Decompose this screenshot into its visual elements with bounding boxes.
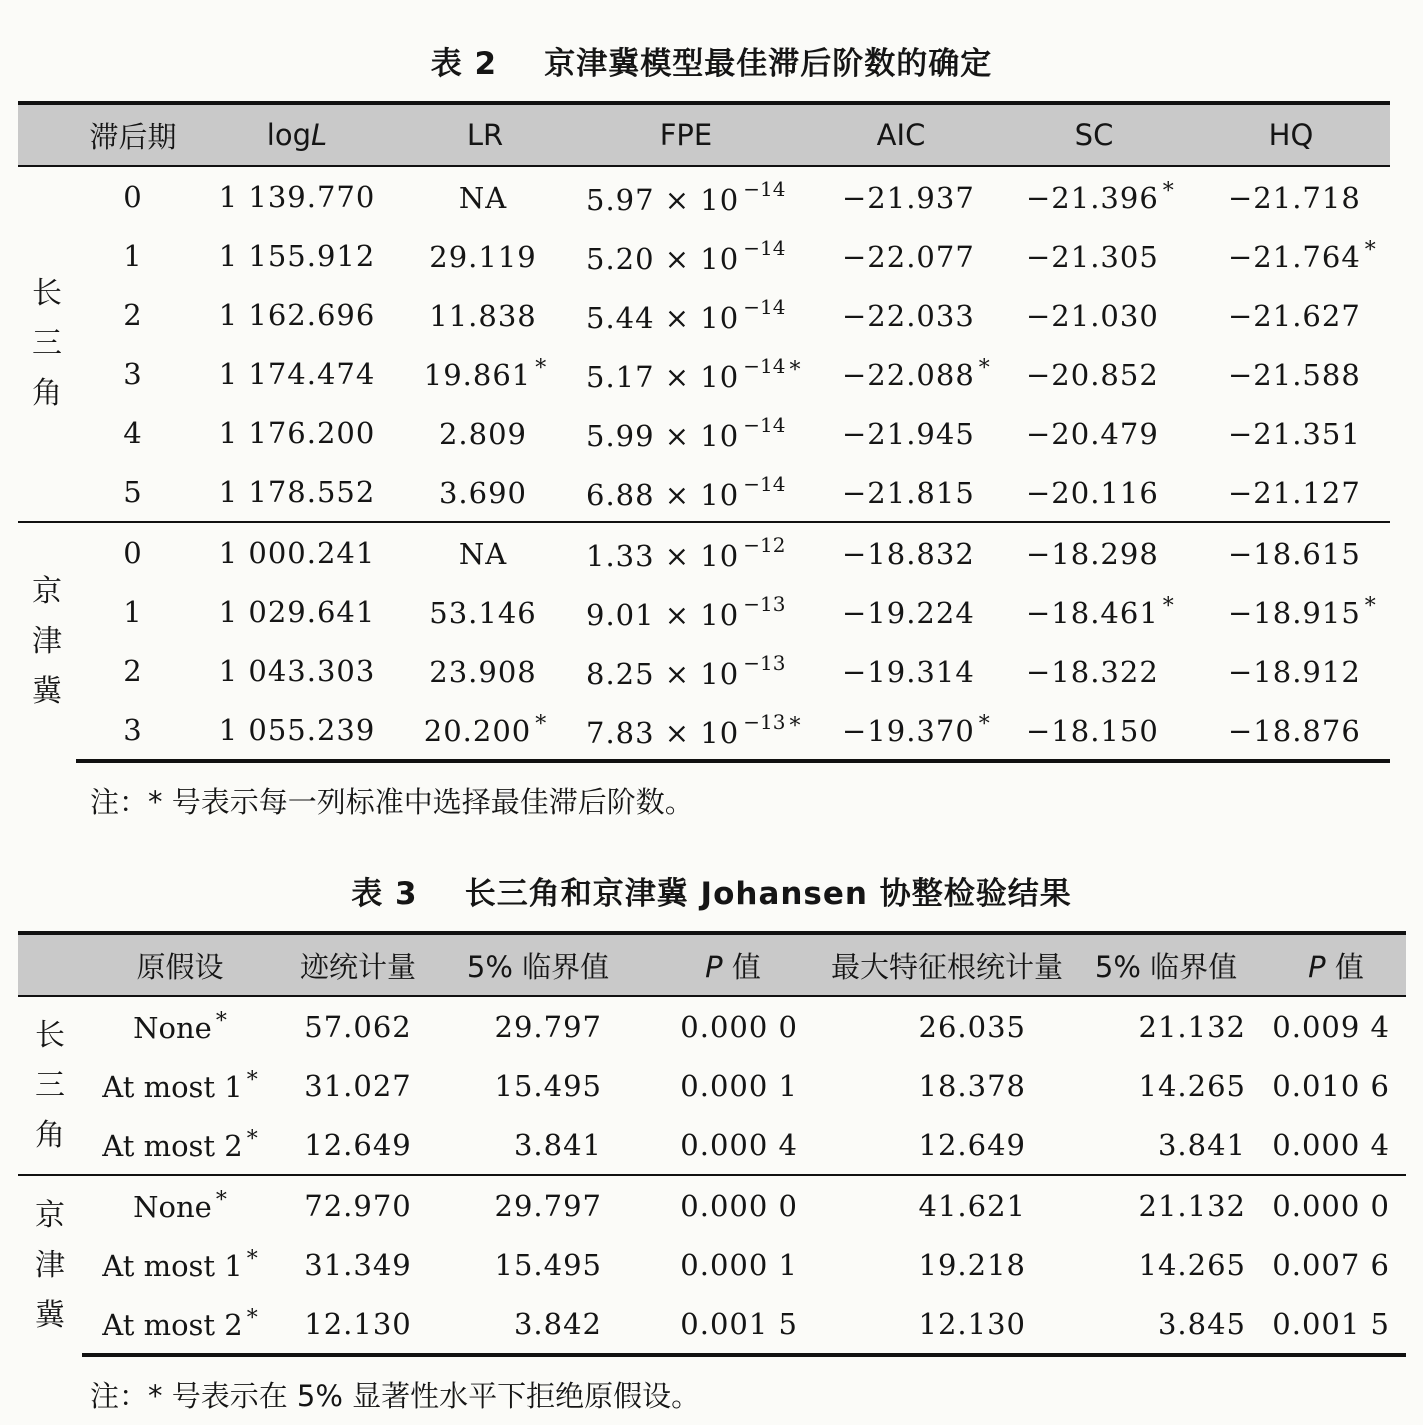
cell-sc: −18.461 * <box>1026 593 1174 630</box>
cell-logl: 1 178.552 <box>218 474 376 509</box>
table2-header-lr: LR <box>404 103 566 166</box>
cell-sc: −21.305 <box>1026 239 1159 274</box>
cell-trace: 72.970 <box>278 1175 438 1235</box>
cell-lag: 0 <box>76 522 190 582</box>
cell-hq: −18.615 <box>1192 522 1390 582</box>
group-label <box>18 1175 82 1355</box>
cell-lr: 20.200 * <box>404 700 566 761</box>
table2-note: 注：* 号表示每一列标准中选择最佳滞后阶数。 <box>90 785 694 819</box>
table2-caption: 表 2 京津冀模型最佳滞后阶数的确定 <box>430 46 993 82</box>
cell-lag: 2 <box>123 653 143 688</box>
table-row <box>18 344 1390 403</box>
table-row <box>18 285 1390 344</box>
cell-hq: −21.718 <box>1228 180 1361 215</box>
cell-hypothesis: At most 2 * <box>82 1294 278 1355</box>
cell-cv-maxeig: 3.841 <box>1157 1127 1246 1162</box>
cell-p-maxeig: 0.000 0 <box>1266 1175 1406 1235</box>
cell-p-trace: 0.001 5 <box>638 1294 828 1355</box>
cell-fpe: 7.83 × 10 $^{-13}$ * <box>566 700 806 761</box>
table-row <box>18 700 1390 761</box>
cell-hq: −18.915 * <box>1228 593 1376 630</box>
cell-cv-trace: 3.841 <box>513 1127 602 1162</box>
significance-star: * <box>789 357 801 383</box>
group-label-char: 津 <box>35 1247 65 1283</box>
table-row <box>18 522 1390 582</box>
table3-header-cv-trace: 5% 临界值 <box>438 933 638 996</box>
cell-hq: −18.912 <box>1228 654 1361 689</box>
cell-hypothesis: At most 2 * <box>102 1126 258 1163</box>
cell-lr: 3.690 <box>438 475 528 510</box>
group-label-char: 冀 <box>35 1297 65 1333</box>
cell-cv-maxeig: 14.265 <box>1138 1247 1246 1282</box>
significance-star: * <box>246 1126 258 1152</box>
cell-sc: −21.396 * <box>1026 178 1174 215</box>
cell-hq: −21.627 <box>1228 298 1361 333</box>
cell-hypothesis: At most 1 * <box>102 1246 258 1283</box>
cell-maxeig: 12.649 <box>918 1127 1026 1162</box>
table2-lag-selection <box>18 101 1390 763</box>
group-label-char: 角 <box>32 376 62 411</box>
cell-hq: −18.876 <box>1192 700 1390 761</box>
group-label-char: 三 <box>32 326 62 361</box>
table3-header-p-trace: P 值 <box>638 933 828 996</box>
cell-fpe: 5.17 × 10 $^{-14}$ * <box>586 353 801 394</box>
table3-note: 注：* 号表示在 5% 显著性水平下拒绝原假设。 <box>90 1379 701 1413</box>
cell-trace: 12.649 <box>304 1127 412 1162</box>
significance-star: * <box>978 355 990 381</box>
cell-logl: 1 139.770 <box>218 179 376 214</box>
cell-hq: −21.764 * <box>1228 237 1376 274</box>
table-row <box>18 226 1390 285</box>
cell-cv-maxeig: 14.265 <box>1138 1068 1246 1103</box>
cell-p-maxeig: 0.007 6 <box>1272 1247 1390 1282</box>
cell-lr: 11.838 <box>429 298 537 333</box>
cell-p-maxeig: 0.010 6 <box>1272 1068 1390 1103</box>
cell-p-maxeig: 0.001 5 <box>1266 1294 1406 1355</box>
significance-star: * <box>246 1246 258 1272</box>
table3-header-maxeig: 最大特征根统计量 <box>828 933 1066 996</box>
cell-lag: 4 <box>123 415 143 450</box>
table-row <box>18 641 1390 700</box>
group-label-char: 冀 <box>32 674 62 709</box>
cell-aic: −21.945 <box>842 416 975 451</box>
cell-aic: −22.088 * <box>842 355 990 392</box>
cell-sc: −20.479 <box>1026 416 1159 451</box>
group-label-char: 长 <box>35 1017 65 1053</box>
cell-fpe: 6.88 × 10 $^{-14}$ <box>586 471 786 512</box>
cell-hypothesis: At most 1 * <box>102 1067 258 1104</box>
group-label <box>18 996 82 1175</box>
table2-header-blank <box>18 103 76 166</box>
table3-header-trace: 迹统计量 <box>278 933 438 996</box>
cell-logl: 1 174.474 <box>218 356 376 391</box>
cell-trace: 31.349 <box>304 1247 412 1282</box>
cell-maxeig: 41.621 <box>828 1175 1066 1235</box>
significance-star: * <box>1162 178 1174 204</box>
cell-trace: 12.130 <box>278 1294 438 1355</box>
table2-header-lag: 滞后期 <box>76 103 190 166</box>
significance-star: * <box>535 711 547 737</box>
table-row <box>18 1115 1406 1175</box>
group-label-char: 长 <box>32 276 62 311</box>
cell-lag: 0 <box>123 179 143 214</box>
table-row <box>18 1294 1406 1355</box>
cell-lr: 29.119 <box>429 239 537 274</box>
cell-hypothesis: None * <box>82 1175 278 1235</box>
cell-hq: −21.127 <box>1228 475 1361 510</box>
group-label <box>18 522 76 761</box>
cell-lag: 5 <box>123 474 143 509</box>
table-row <box>18 1235 1406 1294</box>
cell-maxeig: 26.035 <box>918 1009 1026 1044</box>
significance-star: * <box>1364 237 1376 263</box>
cell-cv-maxeig: 21.132 <box>1066 1175 1266 1235</box>
table-row <box>18 462 1390 522</box>
cell-cv-trace: 29.797 <box>438 1175 638 1235</box>
table3-johansen-test <box>18 931 1406 1357</box>
cell-cv-maxeig: 3.845 <box>1066 1294 1266 1355</box>
cell-aic: −22.077 <box>842 239 975 274</box>
cell-lag: 1 <box>123 594 143 629</box>
cell-fpe: 8.25 × 10 $^{-13}$ <box>586 650 786 691</box>
cell-fpe: 5.97 × 10 $^{-14}$ <box>586 176 786 217</box>
cell-fpe: 5.44 × 10 $^{-14}$ <box>586 294 786 335</box>
cell-p-maxeig: 0.009 4 <box>1272 1009 1390 1044</box>
cell-maxeig: 19.218 <box>918 1247 1026 1282</box>
cell-lag: 1 <box>123 238 143 273</box>
cell-logl: 1 055.239 <box>190 700 404 761</box>
cell-cv-trace: 15.495 <box>494 1068 602 1103</box>
group-label-char: 京 <box>32 574 62 609</box>
cell-logl: 1 043.303 <box>218 653 376 688</box>
table-row <box>18 403 1390 462</box>
cell-logl: 1 162.696 <box>218 297 376 332</box>
cell-lag: 2 <box>123 297 143 332</box>
significance-star: * <box>978 711 990 737</box>
cell-sc: −18.322 <box>1026 654 1159 689</box>
table3-header-hypothesis: 原假设 <box>82 933 278 996</box>
cell-trace: 31.027 <box>304 1068 412 1103</box>
table3-header-blank <box>18 933 82 996</box>
cell-sc: −20.852 <box>1026 357 1159 392</box>
table-row <box>18 1175 1406 1235</box>
cell-p-trace: 0.000 0 <box>680 1009 798 1044</box>
cell-aic: −19.370 * <box>806 700 996 761</box>
significance-star: * <box>1364 593 1376 619</box>
significance-star: * <box>789 713 801 739</box>
group-label-char: 角 <box>35 1117 65 1153</box>
table3-caption: 表 3 长三角和京津冀 Johansen 协整检验结果 <box>351 876 1072 912</box>
cell-hypothesis: None * <box>133 1008 227 1045</box>
cell-sc: −18.298 <box>996 522 1192 582</box>
cell-logl: 1 029.641 <box>218 594 376 629</box>
significance-star: * <box>215 1008 227 1034</box>
table-row <box>18 166 1390 226</box>
cell-sc: −21.030 <box>1026 298 1159 333</box>
table3-header-p-maxeig: P 值 <box>1266 933 1406 996</box>
table-row <box>18 582 1390 641</box>
cell-lag: 3 <box>123 356 143 391</box>
significance-star: * <box>535 355 547 381</box>
cell-fpe: 9.01 × 10 $^{-13}$ <box>586 591 786 632</box>
cell-fpe: 5.20 × 10 $^{-14}$ <box>586 235 786 276</box>
cell-lr: 2.809 <box>438 416 528 451</box>
cell-lr: 53.146 <box>429 595 537 630</box>
cell-aic: −18.832 <box>806 522 996 582</box>
cell-fpe: 1.33 × 10 $^{-12}$ <box>566 522 806 582</box>
cell-cv-maxeig: 21.132 <box>1138 1009 1246 1044</box>
group-label-char: 津 <box>32 624 62 659</box>
significance-star: * <box>1162 593 1174 619</box>
cell-logl: 1 155.912 <box>218 238 376 273</box>
cell-aic: −19.224 <box>842 595 975 630</box>
cell-logl: 1 176.200 <box>218 415 376 450</box>
table2-header-logl: logL <box>190 103 404 166</box>
cell-maxeig: 18.378 <box>918 1068 1026 1103</box>
cell-hq: −21.588 <box>1228 357 1361 392</box>
significance-star: * <box>215 1187 227 1213</box>
table-row <box>18 1056 1406 1115</box>
cell-cv-trace: 29.797 <box>494 1009 602 1044</box>
group-label-char: 京 <box>35 1197 65 1233</box>
table2-header-sc: SC <box>996 103 1192 166</box>
table3-header-cv-maxeig: 5% 临界值 <box>1066 933 1266 996</box>
table2-header-fpe: FPE <box>566 103 806 166</box>
cell-cv-trace: 15.495 <box>494 1247 602 1282</box>
cell-p-trace: 0.000 0 <box>638 1175 828 1235</box>
cell-fpe: 5.99 × 10 $^{-14}$ <box>586 412 786 453</box>
cell-sc: −20.116 <box>1026 475 1159 510</box>
cell-lr: 23.908 <box>429 654 537 689</box>
cell-aic: −21.937 <box>842 180 975 215</box>
cell-aic: −21.815 <box>842 475 975 510</box>
cell-aic: −19.314 <box>842 654 975 689</box>
group-label <box>18 166 76 522</box>
cell-hq: −21.351 <box>1228 416 1361 451</box>
significance-star: * <box>246 1305 258 1331</box>
cell-cv-trace: 3.842 <box>438 1294 638 1355</box>
group-label-char: 三 <box>35 1067 65 1103</box>
significance-star: * <box>246 1067 258 1093</box>
cell-aic: −22.033 <box>842 298 975 333</box>
cell-trace: 57.062 <box>304 1009 412 1044</box>
cell-lr: 19.861 * <box>423 355 547 392</box>
cell-p-maxeig: 0.000 4 <box>1272 1127 1390 1162</box>
table-row <box>18 996 1406 1056</box>
cell-p-trace: 0.000 4 <box>680 1127 798 1162</box>
cell-lr: NA <box>458 180 508 215</box>
cell-p-trace: 0.000 1 <box>680 1068 798 1103</box>
cell-lag: 3 <box>76 700 190 761</box>
cell-logl: 1 000.241 <box>190 522 404 582</box>
cell-p-trace: 0.000 1 <box>680 1247 798 1282</box>
cell-lr: NA <box>404 522 566 582</box>
cell-sc: −18.150 <box>996 700 1192 761</box>
table2-header-aic: AIC <box>806 103 996 166</box>
table2-header-hq: HQ <box>1192 103 1390 166</box>
cell-maxeig: 12.130 <box>828 1294 1066 1355</box>
